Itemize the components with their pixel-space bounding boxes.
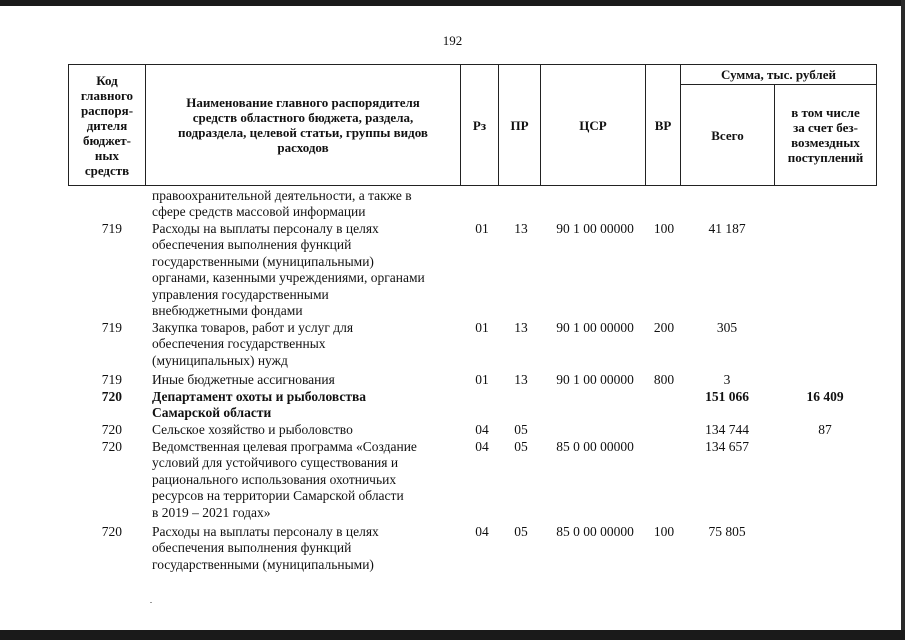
cell-vr: 100 xyxy=(653,221,675,236)
cell-code: 719 xyxy=(101,221,122,236)
cell-code: 720 xyxy=(101,422,122,437)
cell-bezvozm: 16 409 xyxy=(806,389,844,404)
header-bezvozm: в том числе за счет без- возмездных поступлений xyxy=(774,84,877,186)
page-number: 192 xyxy=(442,33,463,48)
cell-rz: 04 xyxy=(475,422,489,437)
cell-vr: 200 xyxy=(653,320,675,335)
cell-csr: 90 1 00 00000 xyxy=(556,221,634,236)
cell-name: Ведомственная целевая программа «Создание условий для устойчивого существования и рационального использования охотничьих ресурсов на территории Самарской области в 2019 – 2021 годах» xyxy=(152,439,417,520)
cell-total: 134 744 xyxy=(705,422,749,437)
cell-rz: 01 xyxy=(475,320,489,335)
cell-total: 151 066 xyxy=(705,389,749,404)
cell-pr: 13 xyxy=(514,372,528,387)
cell-pr: 05 xyxy=(514,524,528,539)
cell-name: Расходы на выплаты персоналу в целях обеспечения выполнения функций государственными (муниципальными) органами, казенными учреждениями, органами управления государственными внебюджетными фондами xyxy=(152,221,425,319)
cell-rz: 01 xyxy=(475,221,489,236)
cell-rz: 01 xyxy=(475,372,489,387)
cell-name: Департамент охоты и рыболовства Самарской области xyxy=(152,389,367,421)
cell-csr: 90 1 00 00000 xyxy=(556,372,634,387)
cell-rz: 04 xyxy=(475,524,489,539)
cell-name: Иные бюджетные ассигнования xyxy=(152,372,335,387)
cell-total: 3 xyxy=(723,372,731,387)
header-rz: Рз xyxy=(460,64,499,186)
scan-top-border xyxy=(0,0,905,6)
cell-pr: 05 xyxy=(514,422,528,437)
header-csr: ЦСР xyxy=(540,64,646,186)
cell-name: Сельское хозяйство и рыболовство xyxy=(152,422,353,437)
cell-vr: 800 xyxy=(653,372,675,387)
cell-code: 719 xyxy=(101,320,122,335)
cell-total: 75 805 xyxy=(708,524,746,539)
cell-name: правоохранительной деятельности, а также в сфере средств массовой информации xyxy=(152,188,412,220)
cell-pr: 13 xyxy=(514,221,528,236)
cell-rz: 04 xyxy=(475,439,489,454)
header-sum: Сумма, тыс. рублей xyxy=(680,64,877,85)
scan-bottom-border xyxy=(0,630,905,640)
cell-bezvozm: 87 xyxy=(818,422,832,437)
cell-total: 41 187 xyxy=(708,221,746,236)
cell-total: 305 xyxy=(716,320,738,335)
cell-total: 134 657 xyxy=(705,439,749,454)
cell-name: Расходы на выплаты персоналу в целях обеспечения выполнения функций государственными (муниципальными) xyxy=(152,524,379,572)
cell-code: 720 xyxy=(101,524,122,539)
cell-pr: 05 xyxy=(514,439,528,454)
cell-csr: 85 0 00 00000 xyxy=(556,439,634,454)
header-vr: ВР xyxy=(645,64,681,186)
cell-code: 720 xyxy=(101,439,122,454)
header-name: Наименование главного распорядителя средств областного бюджета, раздела, подраздела, целевой статьи, группы видов расходов xyxy=(145,64,461,186)
header-total: Всего xyxy=(680,84,775,186)
cell-vr: 100 xyxy=(653,524,675,539)
header-code: Код главного распоря- дителя бюджет- ных средств xyxy=(68,64,146,186)
cell-code: 720 xyxy=(101,389,122,404)
cell-csr: 85 0 00 00000 xyxy=(556,524,634,539)
cell-csr: 90 1 00 00000 xyxy=(556,320,634,335)
scan-right-border xyxy=(901,0,905,640)
cell-code: 719 xyxy=(101,372,122,387)
cell-name: Закупка товаров, работ и услуг для обеспечения государственных (муниципальных) нужд xyxy=(152,320,354,368)
header-pr: ПР xyxy=(498,64,541,186)
scan-speck xyxy=(150,602,152,603)
cell-pr: 13 xyxy=(514,320,528,335)
